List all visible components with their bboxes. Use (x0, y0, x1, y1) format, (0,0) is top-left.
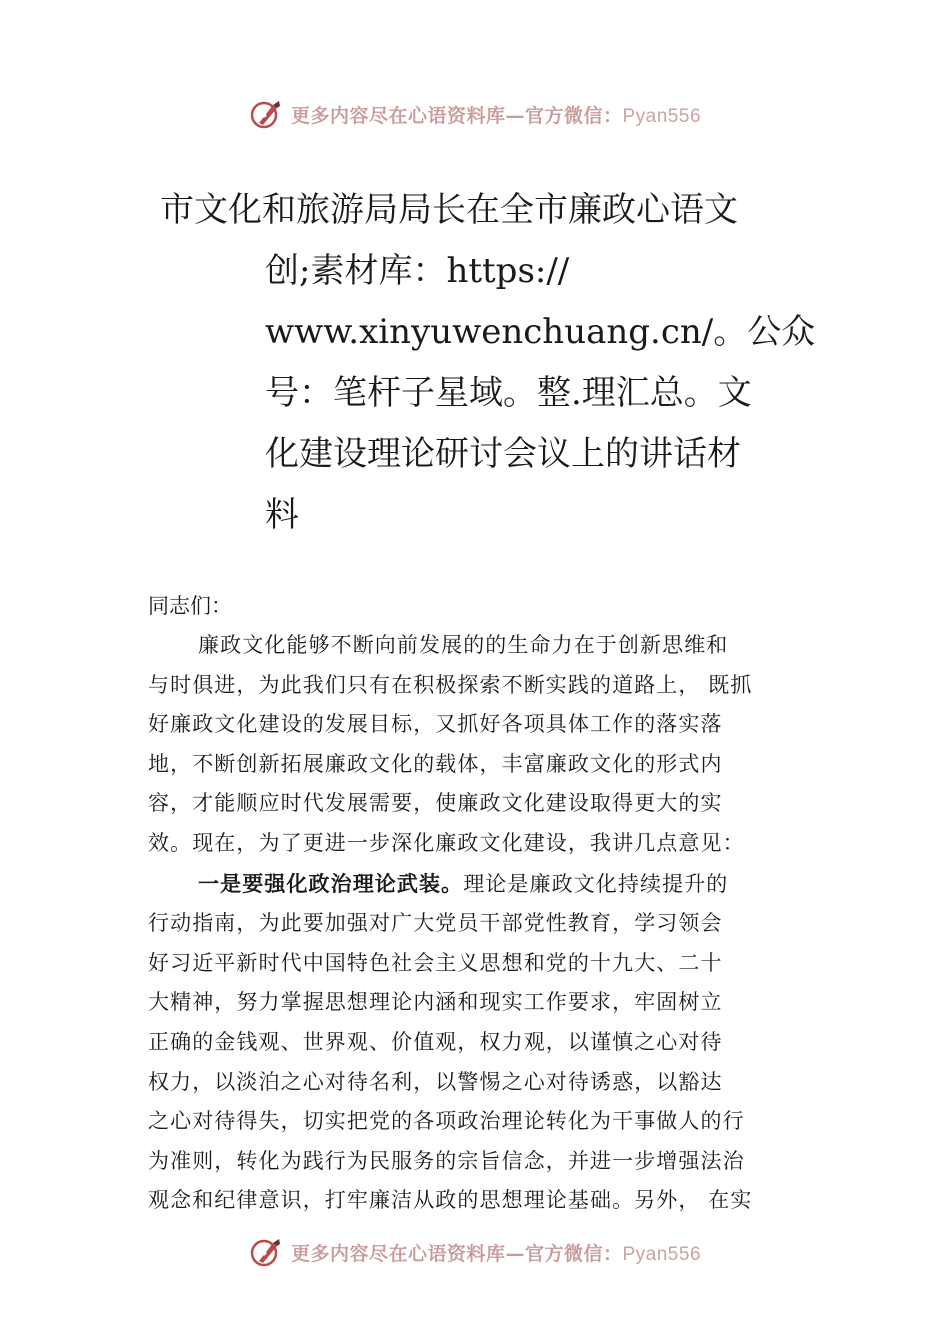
body-line: 好廉政文化建设的发展目标，又抓好各项具体工作的落实落 (148, 712, 723, 737)
body-line: 大精神，努力掌握思想理论内涵和现实工作要求，牢固树立 (148, 990, 723, 1015)
banner-contact: Pyan556 (622, 1243, 702, 1265)
document-body (148, 586, 828, 1221)
paragraph-1 (148, 626, 828, 864)
body-line: 廉政文化能够不断向前发展的的生命力在于创新思维和 (198, 633, 729, 657)
footer-banner-content (249, 1235, 701, 1269)
paragraph-2 (148, 864, 828, 1221)
banner-slogan: 更多内容尽在心语资料库—官方微信： (290, 1242, 623, 1265)
banner-contact: Pyan556 (622, 105, 702, 127)
title-line: 市文化和旅游局局长在全市廉政心语文 (160, 190, 738, 230)
pen-nib-logo-icon (249, 1235, 283, 1269)
body-line: 效。现在，为了更进一步深化廉政文化建设，我讲几点意见： (148, 830, 745, 855)
body-line: 与时俱进，为此我们只有在积极探索不断实践的道路上， 既抓 (148, 672, 753, 697)
body-line (148, 864, 828, 905)
body-line: 好习近平新时代中国特色社会主义思想和党的十九大、二十 (148, 950, 723, 975)
title-line: www.xinyuwenchuang.cn/。公众 (265, 312, 816, 352)
section-heading: 一是要强化政治理论武装。 (198, 870, 464, 896)
body-line: 容，才能顺应时代发展需要，使廉政文化建设取得更大的实 (148, 791, 723, 816)
pen-nib-logo-icon (249, 97, 283, 131)
footer-banner-text (291, 1239, 701, 1266)
body-line: 行动指南，为此要加强对广大党员干部党性教育，学习领会 (148, 911, 723, 936)
title-line: 号：笔杆子星域。整.理汇总。文 (265, 373, 752, 413)
body-line: 观念和纪律意识，打牢廉洁从政的思想理论基础。另外， 在实 (148, 1188, 753, 1213)
title-line: 创;素材库：https:// (265, 251, 570, 291)
banner-slogan: 更多内容尽在心语资料库—官方微信： (290, 104, 623, 127)
body-line: 地，不断创新拓展廉政文化的载体，丰富廉政文化的形式内 (148, 751, 723, 776)
document-title (160, 180, 816, 546)
body-line: 权力，以淡泊之心对待名利，以警惕之心对待诱惑，以豁达 (148, 1069, 723, 1094)
header-banner-text (291, 101, 701, 128)
salutation: 同志们： (148, 594, 232, 618)
title-line: 料 (265, 495, 299, 535)
footer-banner (0, 1230, 950, 1274)
body-text: 理论是廉政文化持续提升的 (463, 871, 729, 896)
title-line: 化建设理论研讨会议上的讲话材 (265, 434, 741, 474)
body-line: 之心对待得失，切实把党的各项政治理论转化为干事做人的行 (148, 1109, 745, 1134)
header-banner (0, 92, 950, 136)
header-banner-content (249, 97, 701, 131)
body-line: 正确的金钱观、世界观、价值观，权力观，以谨慎之心对待 (148, 1029, 723, 1054)
body-line: 为准则，转化为践行为民服务的宗旨信念，并进一步增强法治 (148, 1148, 745, 1173)
